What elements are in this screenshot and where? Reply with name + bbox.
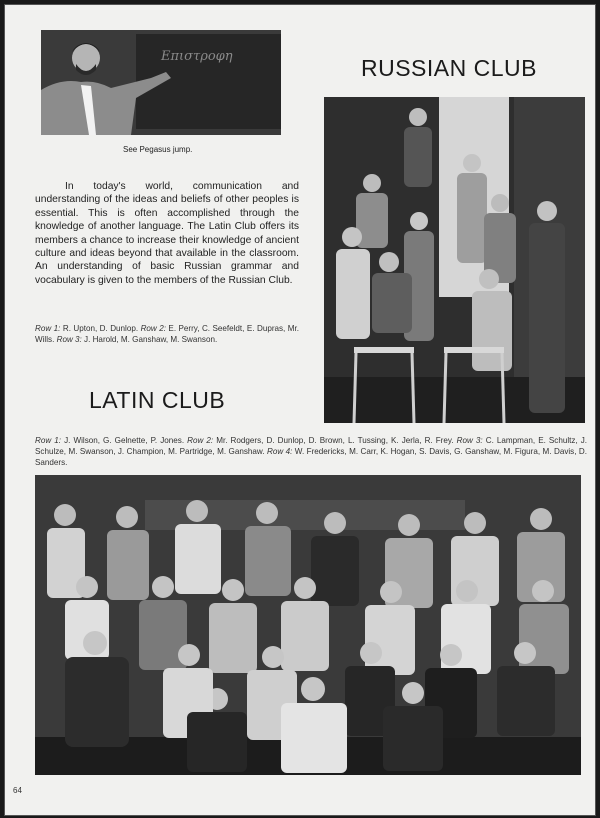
roster-row-label: Row 3: [456, 436, 483, 445]
latin-club-heading: LATIN CLUB [89, 387, 226, 413]
latin-club-roster [35, 435, 587, 468]
roster-row-label: Row 2: [140, 324, 166, 333]
roster-row-names: W. Fredericks, M. Carr, K. Hogan, S. Davis, G. Ganshaw, M. Figura, M. Davis, D. Sanders. [35, 447, 587, 467]
roster-row-label: Row 1: [35, 324, 61, 333]
roster-row-names: J. Wilson, G. Gelnette, P. Jones. [64, 436, 185, 445]
latin-club-photo [35, 475, 581, 775]
page-number: 64 [13, 786, 22, 795]
roster-row-names: C. Lampman, E. Schultz, J. Schulze, M. Swanson, J. Champion, M. Partridge, M. Ganshaw. [35, 436, 588, 456]
roster-row-label: Row 4: [266, 447, 293, 456]
teacher-photo-caption: See Pegasus jump. [123, 145, 193, 154]
roster-row-names: J. Harold, M. Ganshaw, M. Swanson. [84, 334, 218, 344]
russian-club-roster [35, 324, 299, 345]
roster-row-label: Row 1: [35, 436, 62, 445]
roster-row-label: Row 2: [187, 436, 214, 445]
club-description-paragraph: In today's world, communication and understanding of the ideas and beliefs of other peoples is essential. This is often accomplished through the knowledge of another language. The Latin Club offers its members a chance to increase their knowledge of ancient culture and ideas beyond that available in the classroom. An understanding of basic Russian grammar and vocabulary is given to the members of the Russian Club. [35, 181, 299, 286]
russian-club-photo [324, 97, 585, 423]
roster-row-names: Mr. Rodgers, D. Dunlop, D. Brown, L. Tussing, K. Jerla, R. Frey. [216, 436, 454, 445]
roster-row-names: R. Upton, D. Dunlop. [62, 324, 139, 333]
roster-row-names: E. Perry, C. Seefeldt, E. Dupras, Mr. Wills. [35, 324, 299, 344]
teacher-chalkboard-photo [41, 30, 281, 135]
chalkboard-text: Επιστροφη [161, 49, 233, 64]
russian-club-heading: RUSSIAN CLUB [361, 55, 537, 81]
roster-row-label: Row 3: [56, 334, 82, 344]
yearbook-page [4, 4, 596, 816]
